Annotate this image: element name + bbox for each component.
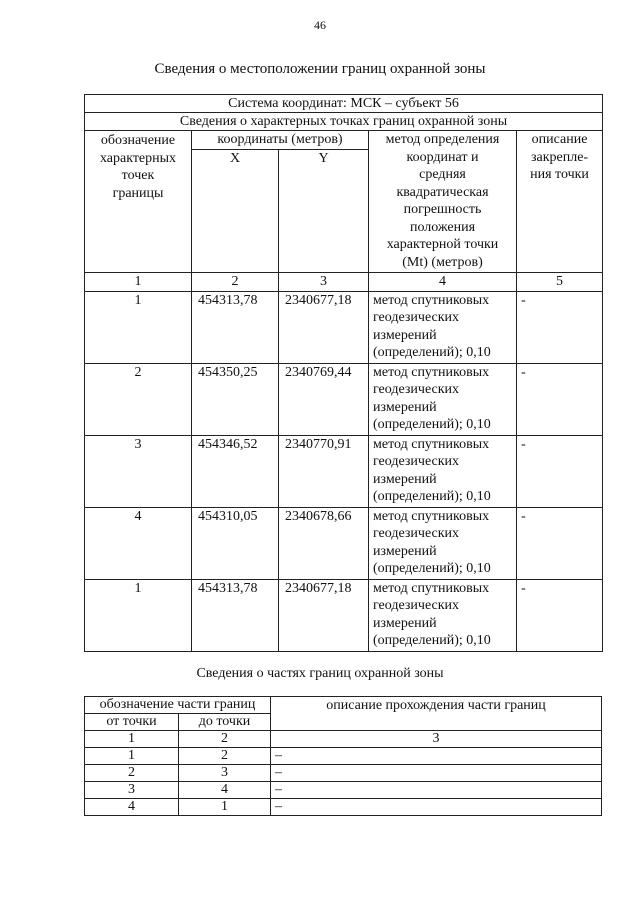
coordinate-system-row <box>85 95 603 113</box>
column-number-row <box>85 272 603 291</box>
route-description: – <box>271 765 602 782</box>
table-row <box>85 765 602 782</box>
route-description: – <box>271 748 602 765</box>
header-x: X <box>192 149 279 272</box>
to-point: 3 <box>179 765 271 782</box>
y-coordinate: 2340677,18 <box>279 579 369 651</box>
column-header-row <box>85 131 603 150</box>
method-cell: метод спутниковых геодезических измерений (определений); 0,10 <box>369 435 517 507</box>
y-coordinate: 2340770,91 <box>279 435 369 507</box>
table-row <box>85 435 603 507</box>
from-point: 3 <box>85 782 179 799</box>
table-row <box>85 799 602 816</box>
column-number: 1 <box>85 272 192 291</box>
header-coordinates: координаты (метров) <box>192 131 369 150</box>
x-coordinate: 454350,25 <box>192 363 279 435</box>
method-cell: метод спутниковых геодезических измерений (определений); 0,10 <box>369 579 517 651</box>
description-cell: - <box>517 435 603 507</box>
from-point: 4 <box>85 799 179 816</box>
table-row <box>85 782 602 799</box>
column-number: 1 <box>85 731 179 748</box>
from-point: 2 <box>85 765 179 782</box>
table-row <box>85 363 603 435</box>
table-row <box>85 748 602 765</box>
y-coordinate: 2340678,66 <box>279 507 369 579</box>
coordinate-system-cell: Система координат: МСК – субъект 56 <box>85 95 603 113</box>
header-part-designation: обозначение части границ <box>85 697 271 714</box>
points-subtitle-cell: Сведения о характерных точках границ охранной зоны <box>85 113 603 131</box>
page-number: 46 <box>314 18 326 32</box>
to-point: 1 <box>179 799 271 816</box>
to-point: 4 <box>179 782 271 799</box>
header-route-description: описание прохождения части границ <box>271 697 602 731</box>
y-coordinate: 2340769,44 <box>279 363 369 435</box>
description-cell: - <box>517 579 603 651</box>
description-cell: - <box>517 507 603 579</box>
x-coordinate: 454313,78 <box>192 291 279 363</box>
header-from-point: от точки <box>85 714 179 731</box>
parts-section-title: Сведения о частях границ охранной зоны <box>196 666 444 681</box>
y-coordinate: 2340677,18 <box>279 291 369 363</box>
to-point: 2 <box>179 748 271 765</box>
header-description: описание закрепле- ния точки <box>517 131 603 273</box>
point-id: 1 <box>85 291 192 363</box>
header-point-designation: обозначение характерных точек границы <box>85 131 192 273</box>
method-cell: метод спутниковых геодезических измерений (определений); 0,10 <box>369 363 517 435</box>
column-number: 5 <box>517 272 603 291</box>
x-coordinate: 454346,52 <box>192 435 279 507</box>
route-description: – <box>271 782 602 799</box>
points-subtitle-row <box>85 113 603 131</box>
parts-header-row <box>85 697 602 714</box>
boundary-parts-table <box>84 696 602 816</box>
x-coordinate: 454313,78 <box>192 579 279 651</box>
point-id: 4 <box>85 507 192 579</box>
method-cell: метод спутниковых геодезических измерений (определений); 0,10 <box>369 291 517 363</box>
description-cell: - <box>517 363 603 435</box>
method-cell: метод спутниковых геодезических измерений (определений); 0,10 <box>369 507 517 579</box>
column-number: 2 <box>192 272 279 291</box>
point-id: 1 <box>85 579 192 651</box>
x-coordinate: 454310,05 <box>192 507 279 579</box>
header-to-point: до точки <box>179 714 271 731</box>
parts-column-number-row <box>85 731 602 748</box>
point-id: 3 <box>85 435 192 507</box>
column-number: 3 <box>271 731 602 748</box>
header-y: Y <box>279 149 369 272</box>
document-title: Сведения о местоположении границ охранной зоны <box>154 61 486 77</box>
route-description: – <box>271 799 602 816</box>
point-id: 2 <box>85 363 192 435</box>
column-number: 3 <box>279 272 369 291</box>
column-number: 4 <box>369 272 517 291</box>
table-row <box>85 507 603 579</box>
description-cell: - <box>517 291 603 363</box>
characteristic-points-table <box>84 94 603 652</box>
column-number: 2 <box>179 731 271 748</box>
table-row <box>85 291 603 363</box>
header-method: метод определения координат и средняя квадратическая погрешность положения характерной точки (Mt) (метров) <box>369 131 517 273</box>
from-point: 1 <box>85 748 179 765</box>
table-row <box>85 579 603 651</box>
